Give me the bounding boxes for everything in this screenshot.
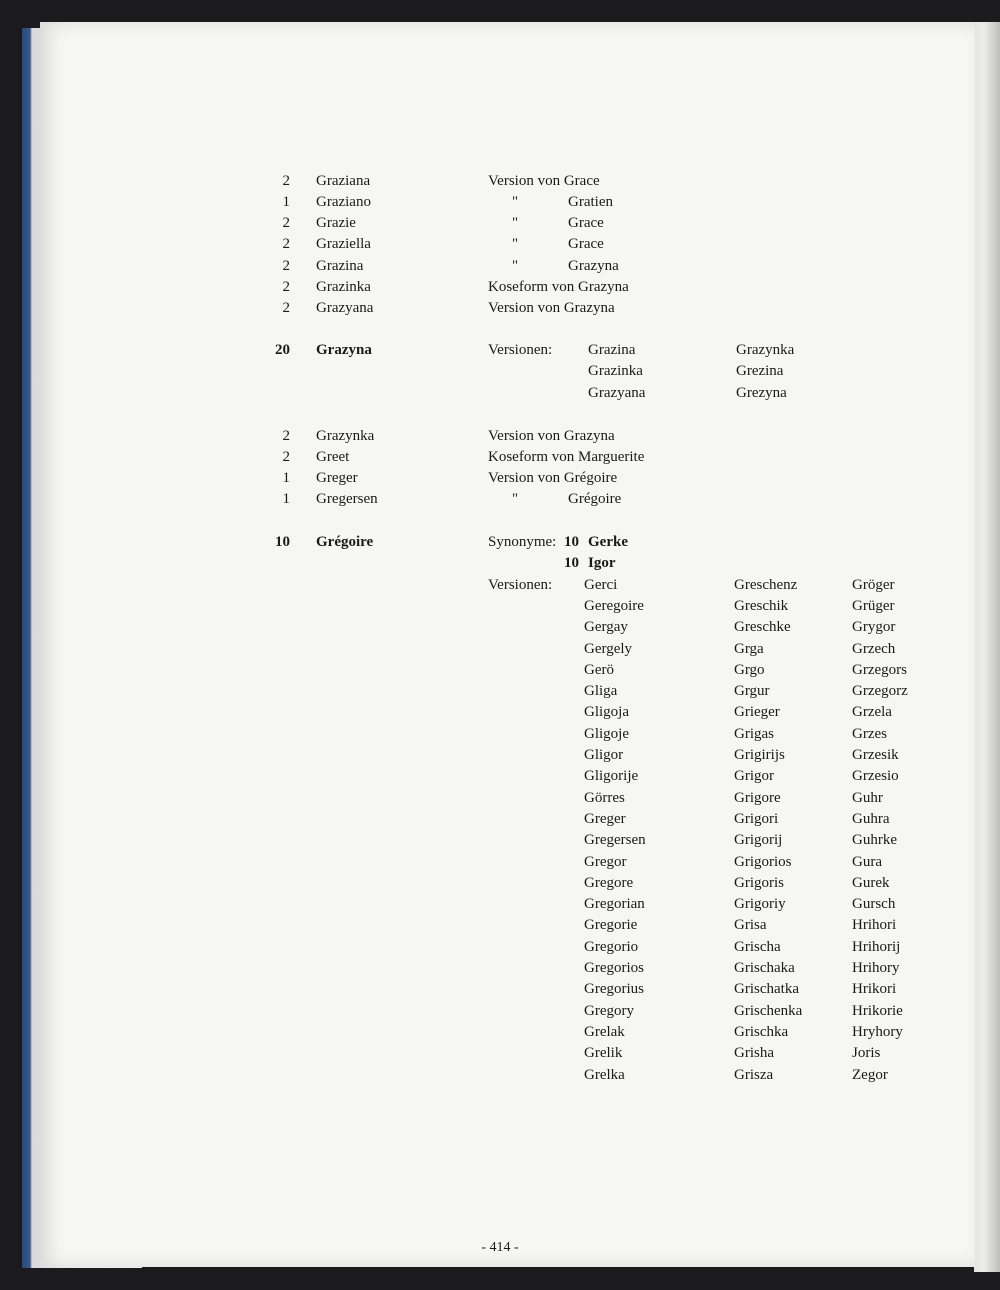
version-name: Grischka [734, 1023, 789, 1040]
version-name: Grisha [734, 1045, 774, 1062]
version-name: Grigoris [734, 874, 784, 891]
version-name: Grzegors [852, 661, 907, 678]
ditto-mark: " [512, 491, 519, 507]
entry-count: 1 [282, 491, 290, 507]
version-name: Grelka [584, 1066, 625, 1083]
version-name: Gligoja [584, 704, 629, 721]
versions-label: Versionen: [488, 576, 553, 593]
entry-description: Version von Grace [488, 173, 600, 189]
entry-name: Graziano [316, 194, 371, 210]
version-name: Grygor [852, 619, 896, 636]
entry-name: Grazyna [316, 342, 372, 358]
version-name: Gregersen [584, 832, 646, 849]
version-name: Grigorij [734, 832, 783, 849]
entry-reference: Grégoire [568, 491, 622, 507]
version-name: Grgo [734, 661, 765, 678]
version-name: Grieger [734, 704, 780, 721]
version-name: Greschik [734, 597, 789, 614]
entry-count: 2 [282, 258, 290, 274]
version-name: Greschke [734, 619, 791, 636]
version-name: Gregory [584, 1002, 634, 1019]
entry-count: 1 [282, 470, 290, 486]
entry-count: 20 [275, 342, 290, 358]
entry-name: Grégoire [316, 534, 374, 550]
ditto-mark: " [512, 215, 519, 231]
version-name: Grischenka [734, 1002, 803, 1019]
version-name: Grigirijs [734, 747, 785, 763]
book-page [40, 22, 975, 1267]
entry-name: Gregersen [316, 491, 378, 507]
synonyms-label: Synonyme: [488, 534, 557, 550]
version-name: Gerö [584, 661, 614, 678]
ditto-mark: " [512, 194, 519, 210]
version-name: Gröger [852, 576, 895, 593]
entry-count: 2 [282, 215, 290, 231]
version-name: Grzela [852, 704, 892, 721]
entry-name: Grazynka [316, 428, 375, 444]
entry-name: Greet [316, 449, 350, 465]
entry-description: Version von Grazyna [488, 300, 615, 316]
version-name: Gregore [584, 874, 634, 891]
version-name: Grzes [852, 725, 887, 742]
ditto-mark: " [512, 258, 519, 274]
entry-count: 2 [282, 173, 290, 189]
synonym-count: 10 [564, 555, 579, 572]
version-name: Grigoriy [734, 896, 786, 913]
entry-reference: Gratien [568, 194, 613, 210]
version-name: Görres [584, 789, 625, 806]
version-name: Gligoje [584, 725, 629, 742]
entry-description: Koseform von Grazyna [488, 279, 629, 295]
entry-name: Grazie [316, 215, 356, 231]
page-number: - 414 - [481, 1240, 519, 1255]
version-name: Gregorios [584, 960, 644, 976]
version-name: Grisza [734, 1066, 774, 1083]
entry-count: 2 [282, 428, 290, 444]
version-name: Grischaka [734, 960, 795, 976]
version-name: Hrihori [852, 917, 897, 934]
version-name: Grzegorz [852, 683, 908, 700]
version-name: Grazyana [588, 384, 646, 401]
entry-name: Grazinka [316, 279, 371, 295]
version-name: Grazynka [736, 342, 795, 358]
entry-name: Grazina [316, 258, 364, 274]
version-name: Grisa [734, 917, 767, 934]
version-name: Geregoire [584, 597, 644, 614]
version-name: Zegor [852, 1066, 888, 1083]
entry-count: 2 [282, 449, 290, 465]
version-name: Guhra [852, 810, 890, 827]
version-name: Greger [584, 810, 626, 827]
entry-reference: Grace [568, 236, 604, 252]
version-name: Gursch [852, 896, 896, 913]
version-name: Guhrke [852, 832, 897, 849]
entry-count: 2 [282, 300, 290, 316]
version-name: Grazinka [588, 363, 643, 380]
version-name: Gergely [584, 640, 633, 657]
version-name: Gurek [852, 874, 890, 891]
version-name: Gregorio [584, 938, 639, 955]
version-name: Grischa [734, 938, 781, 955]
entry-description: Version von Grazyna [488, 428, 615, 444]
version-name: Grzesio [852, 768, 899, 785]
version-name: Grgur [734, 683, 770, 700]
version-name: Grezina [736, 363, 784, 380]
entry-name: Greger [316, 470, 358, 486]
entry-name: Graziella [316, 236, 371, 252]
book-spine [974, 22, 1000, 1272]
version-name: Grigore [734, 789, 781, 806]
version-name: Grigor [734, 768, 774, 785]
ditto-mark: " [512, 236, 519, 252]
version-name: Gergay [584, 619, 628, 636]
version-name: Grelak [584, 1023, 625, 1040]
entry-name: Graziana [316, 173, 371, 189]
version-name: Gregorian [584, 896, 645, 913]
version-name: Grzesik [852, 747, 899, 763]
version-name: Hrihorij [852, 938, 901, 955]
version-name: Hrikori [852, 981, 897, 998]
version-name: Gerci [584, 576, 618, 593]
version-name: Guhr [852, 789, 883, 806]
synonym-name: Igor [588, 555, 616, 572]
version-name: Gregor [584, 853, 627, 870]
entry-count: 2 [282, 279, 290, 295]
version-name: Joris [852, 1045, 881, 1062]
version-name: Hrihory [852, 960, 900, 976]
entry-description: Koseform von Marguerite [488, 449, 645, 465]
version-name: Grischatka [734, 981, 799, 998]
entry-count: 10 [275, 534, 290, 550]
version-name: Gligorije [584, 768, 639, 785]
synonym-count: 10 [564, 534, 579, 550]
entry-count: 1 [282, 194, 290, 210]
entry-reference: Grazyna [568, 258, 619, 274]
version-name: Grelik [584, 1045, 623, 1062]
version-name: Grga [734, 640, 764, 657]
version-name: Grigorios [734, 853, 792, 870]
synonym-name: Gerke [588, 534, 628, 550]
entry-reference: Grace [568, 215, 604, 231]
version-name: Grzech [852, 640, 896, 657]
versions-label: Versionen: [488, 342, 553, 358]
version-name: Gura [852, 853, 882, 870]
version-name: Grigori [734, 810, 779, 827]
version-name: Grigas [734, 725, 774, 742]
version-name: Gregorius [584, 981, 644, 998]
entry-name: Grazyana [316, 300, 374, 316]
entry-description: Version von Grégoire [488, 470, 618, 486]
version-name: Grezyna [736, 384, 787, 401]
version-name: Grüger [852, 597, 895, 614]
version-name: Hrikorie [852, 1002, 903, 1019]
version-name: Gliga [584, 683, 618, 700]
entry-count: 2 [282, 236, 290, 252]
version-name: Greschenz [734, 576, 798, 593]
version-name: Grazina [588, 342, 636, 358]
version-name: Gligor [584, 747, 624, 763]
version-name: Hryhory [852, 1023, 903, 1040]
version-name: Gregorie [584, 917, 638, 934]
